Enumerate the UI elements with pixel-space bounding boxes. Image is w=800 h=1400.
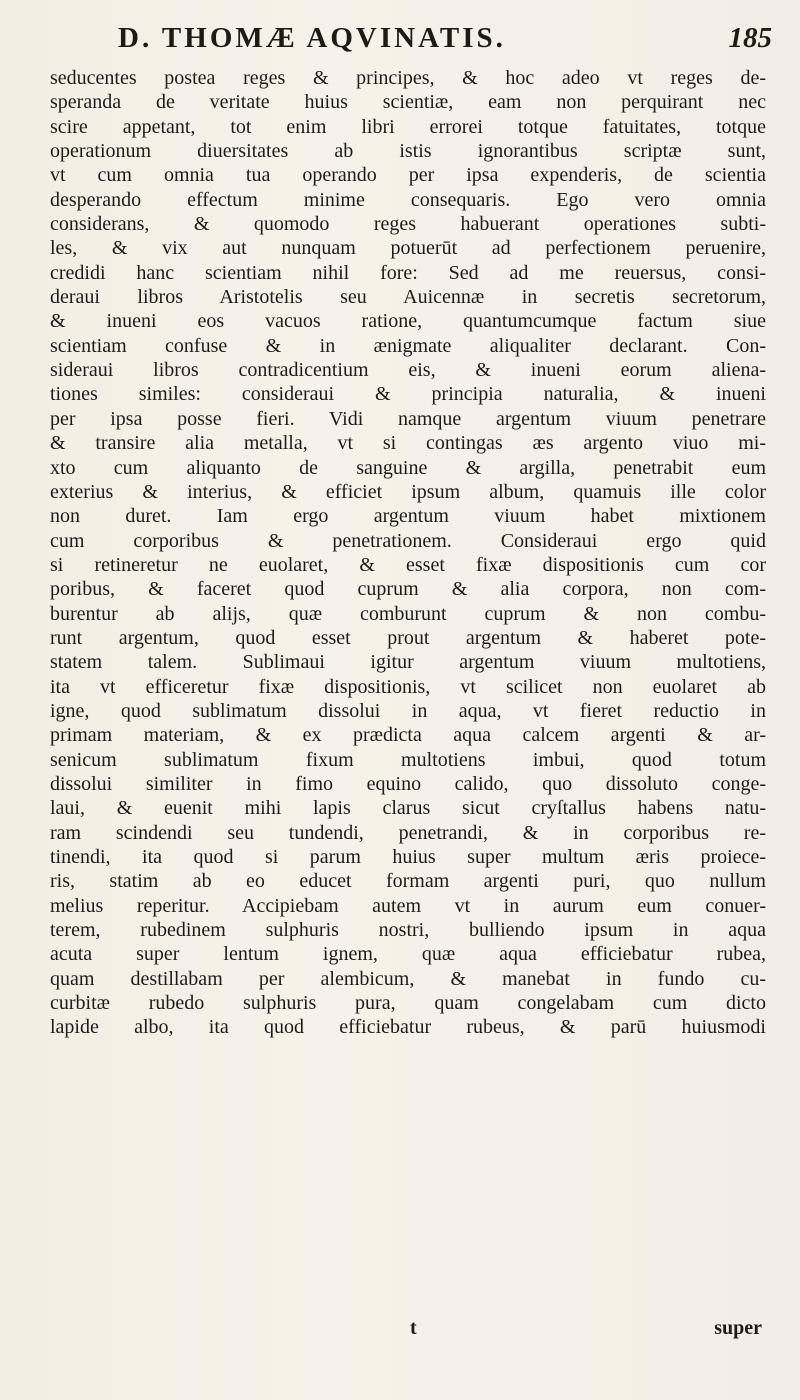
text-line: ita vt efficeretur fixæ dispositionis, vt scilicet non euolaret ab (50, 675, 766, 698)
text-line: primam materiam, & ex prædicta aqua calcem argenti & ar- (50, 724, 766, 747)
text-line: acuta super lentum ignem, quæ aqua efficiebatur rubea, (50, 943, 766, 966)
text-line: cum corporibus & penetrationem. Consideraui ergo quid (50, 529, 766, 552)
text-line: scientiam confuse & in ænigmate aliqualiter declarant. Con- (50, 334, 766, 357)
running-head: D. THOMÆ AQVINATIS. (118, 22, 506, 54)
text-line: lapide albo, ita quod efficiebatur rubeus, & parū huiusmodi (50, 1016, 766, 1039)
text-line: considerans, & quomodo reges habuerant operationes subti- (50, 213, 766, 236)
text-line: terem, rubedinem sulphuris nostri, bulliendo ipsum in aqua (50, 919, 766, 942)
catchword: super (714, 1317, 762, 1339)
page-header (60, 22, 772, 58)
text-line: vt cum omnia tua operando per ipsa expenderis, de scientia (50, 164, 766, 187)
text-line: melius reperitur. Accipiebam autem vt in aurum eum conuer- (50, 894, 766, 917)
text-line: ram scindendi seu tundendi, penetrandi, & in corporibus re- (50, 821, 766, 844)
page-number: 185 (728, 22, 772, 54)
page-footer (50, 1317, 766, 1343)
body-text (50, 66, 766, 1339)
text-line: runt argentum, quod esset prout argentum & haberet pote- (50, 626, 766, 649)
text-line: quam destillabam per alembicum, & manebat in fundo cu- (50, 967, 766, 990)
text-line: statem talem. Sublimaui igitur argentum viuum multotiens, (50, 651, 766, 674)
text-line: dissolui similiter in fimo equino calido, quo dissoluto conge- (50, 772, 766, 795)
text-line: seducentes postea reges & principes, & hoc adeo vt reges de- (50, 67, 766, 89)
text-line: & inueni eos vacuos ratione, quantumcumque factum siue (50, 310, 766, 333)
text-line: burentur ab alijs, quæ comburunt cuprum & non combu- (50, 602, 766, 625)
text-line: & transire alia metalla, vt si contingas æs argento viuo mi- (50, 432, 766, 455)
text-line: ris, statim ab eo educet formam argenti puri, quo nullum (50, 870, 766, 893)
text-line: poribus, & faceret quod cuprum & alia corpora, non com- (50, 578, 766, 601)
text-line: tinendi, ita quod si parum huius super multum æris proiece- (50, 846, 766, 868)
text-line: per ipsa posse fieri. Vidi namque argentum viuum penetrare (50, 407, 766, 430)
text-line: igne, quod sublimatum dissolui in aqua, vt fieret reductio in (50, 699, 766, 722)
text-line: les, & vix aut nunquam potuerūt ad perfectionem peruenire, (50, 237, 766, 260)
text-line: scire appetant, tot enim libri errorei totque fatuitates, totque (50, 115, 766, 138)
text-line: tiones similes: consideraui & principia naturalia, & inueni (50, 383, 766, 406)
text-line: xto cum aliquanto de sanguine & argilla, penetrabit eum (50, 456, 766, 479)
text-line: non duret. Iam ergo argentum viuum habet mixtionem (50, 505, 766, 528)
text-line: senicum sublimatum fixum multotiens imbui, quod totum (50, 748, 766, 771)
text-line: exterius & interius, & efficiet ipsum album, quamuis ille color (50, 480, 766, 503)
text-line: operationum diuersitates ab istis ignorantibus scriptæ sunt, (50, 140, 766, 163)
text-line: si retineretur ne euolaret, & esset fixæ dispositionis cum cor (50, 553, 766, 576)
signature-mark: t (410, 1317, 417, 1339)
text-line: sideraui libros contradicentium eis, & inueni eorum aliena- (50, 359, 766, 382)
text-line: speranda de veritate huius scientiæ, eam non perquirant nec (50, 91, 766, 114)
text-line: laui, & euenit mihi lapis clarus sicut cryſtallus habens natu- (50, 797, 766, 820)
text-line: desperando effectum minime consequaris. Ego vero omnia (50, 188, 766, 211)
text-line: curbitæ rubedo sulphuris pura, quam congelabam cum dicto (50, 992, 766, 1015)
text-line: deraui libros Aristotelis seu Auicennæ in secretis secretorum, (50, 286, 766, 309)
text-line: credidi hanc scientiam nihil fore: Sed ad me reuersus, consi- (50, 261, 766, 284)
